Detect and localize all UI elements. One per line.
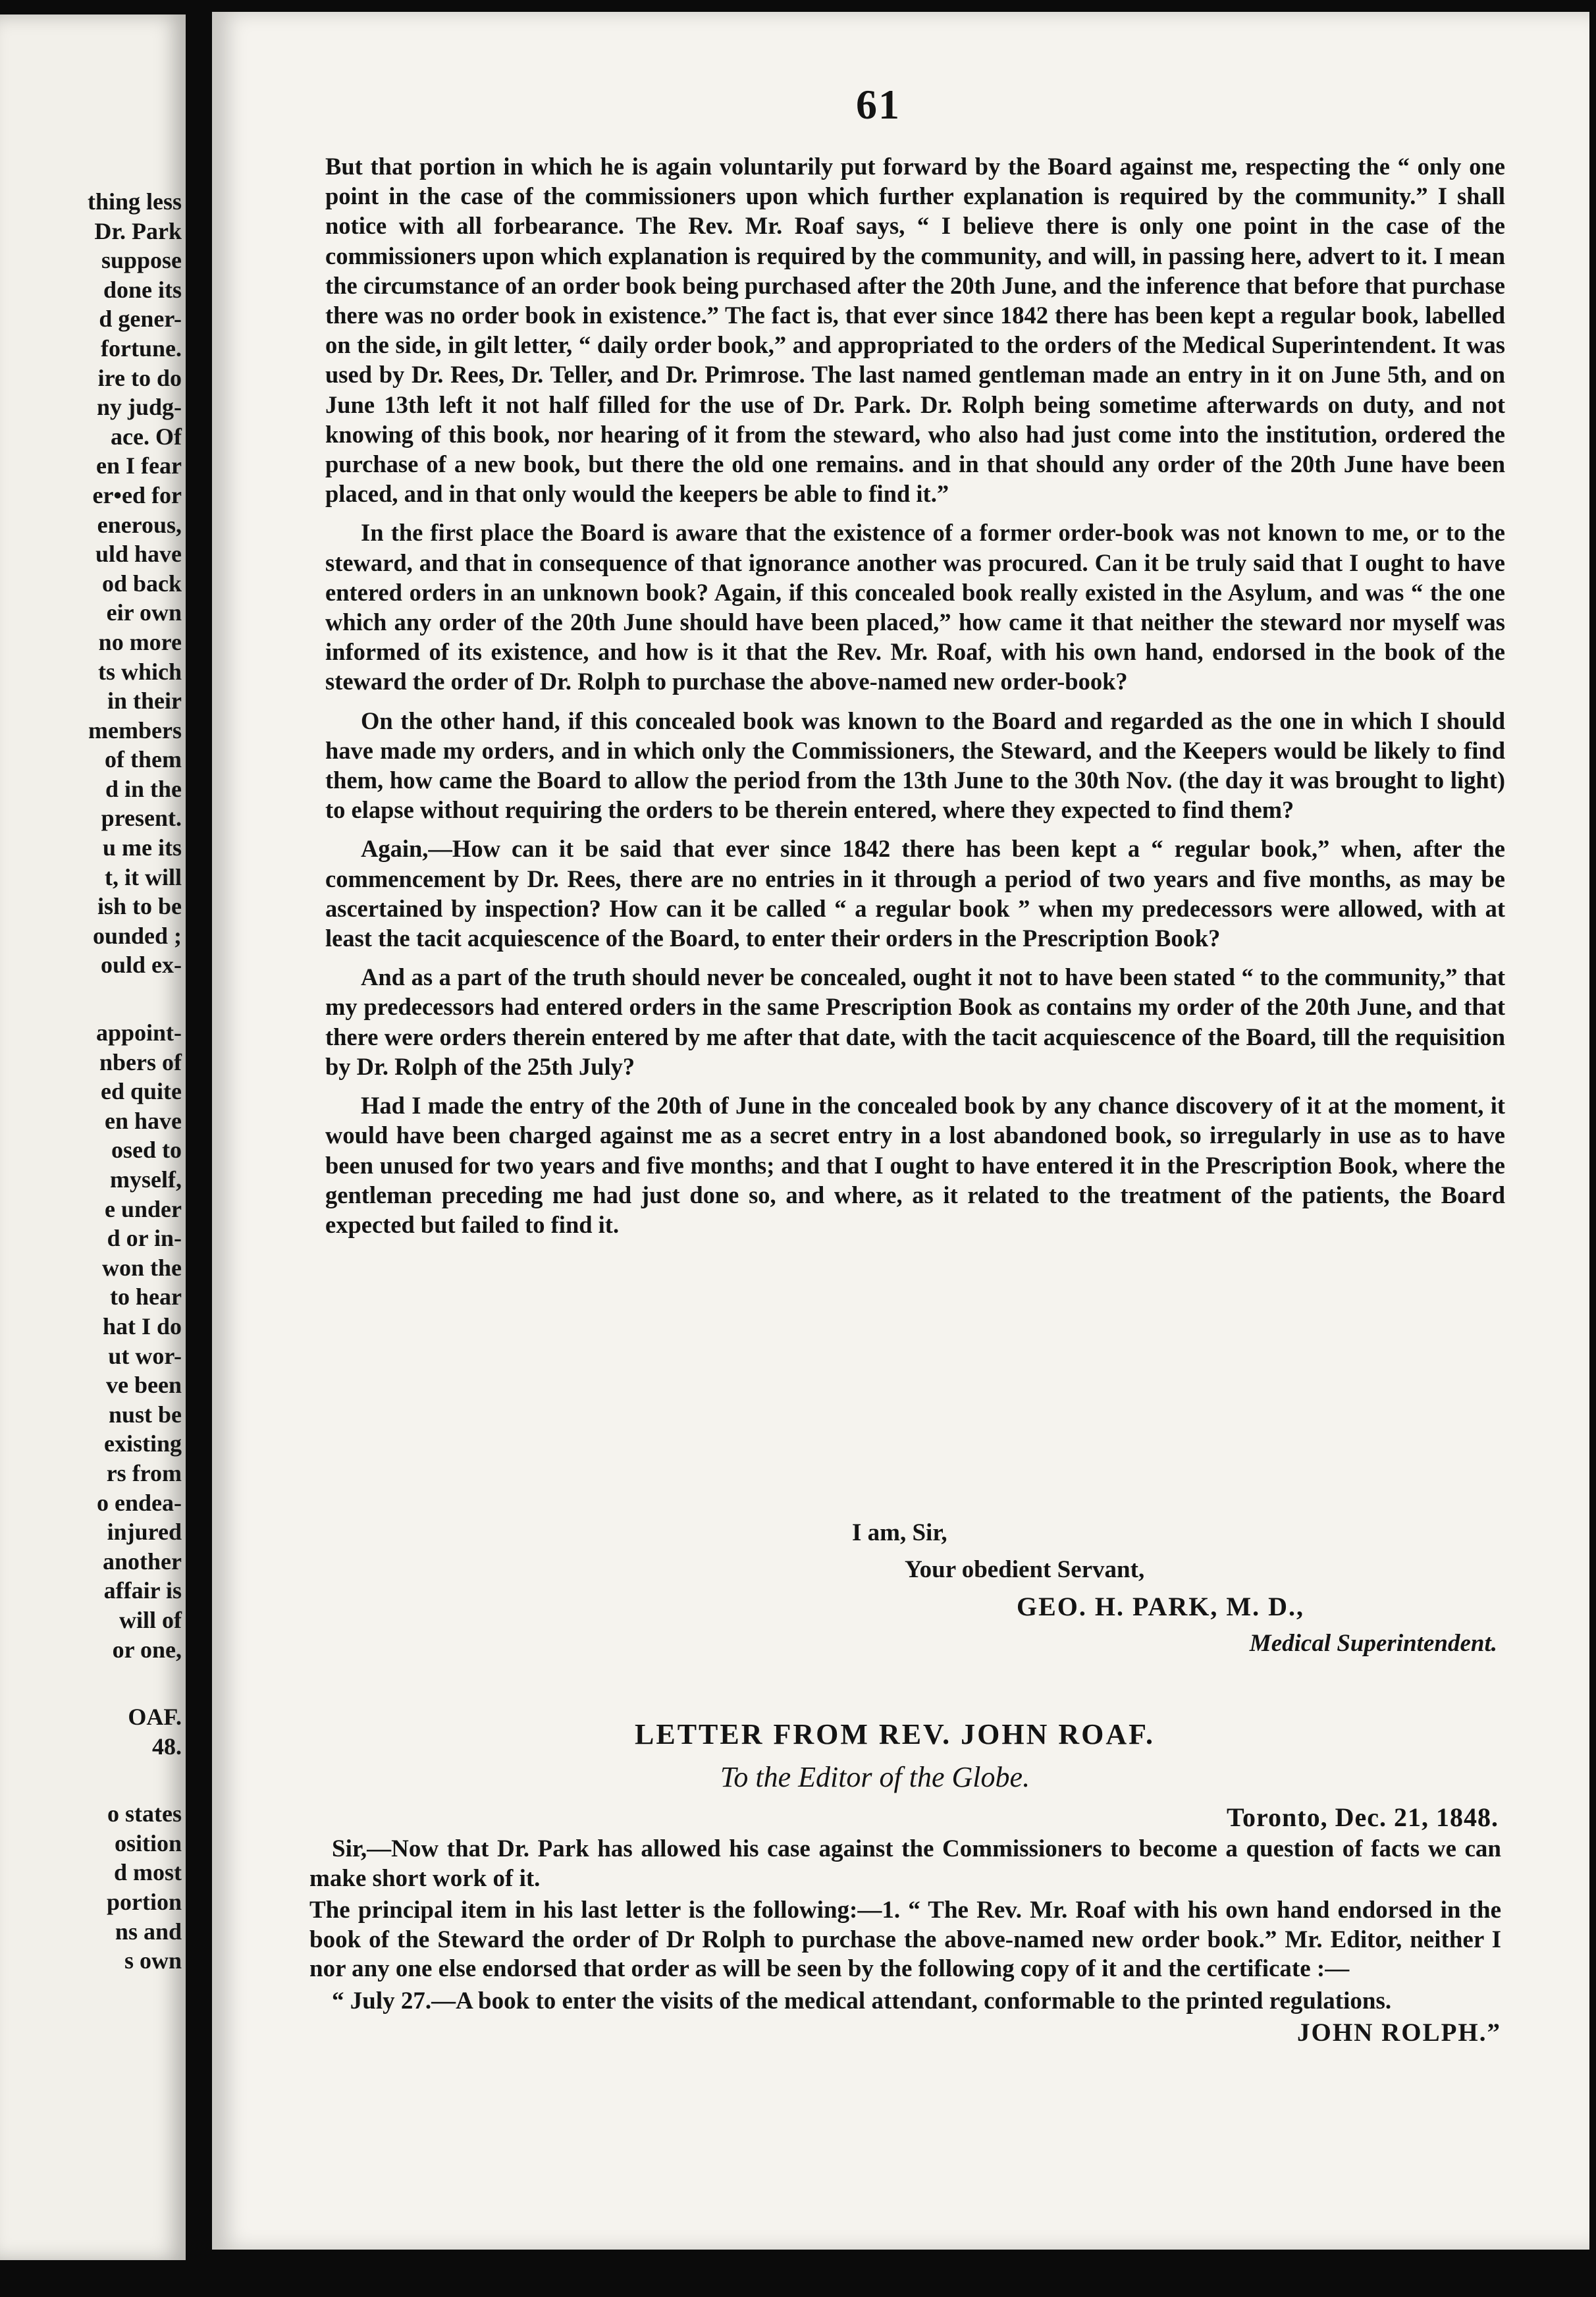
adjacent-page-line: rs from: [106, 1459, 182, 1486]
closing-title: Medical Superintendent.: [1249, 1630, 1497, 1657]
adjacent-page-line: d gener-: [99, 306, 182, 333]
adjacent-page-line: osed to: [111, 1137, 182, 1164]
adjacent-page-line: to hear: [110, 1284, 182, 1311]
adjacent-page-line: existing: [103, 1430, 182, 1457]
paragraph: Sir,—Now that Dr. Park has allowed his case against the Commissioners to become a question of facts we can make short work of it.: [309, 1835, 1501, 1892]
adjacent-page-line: s own: [124, 1947, 182, 1974]
adjacent-page-line: ould ex-: [100, 952, 182, 979]
adjacent-page-line: in their: [107, 688, 182, 715]
adjacent-page-line: suppose: [101, 247, 182, 274]
adjacent-page-line: Dr. Park: [94, 217, 182, 244]
adjacent-page-line: ace. Of: [111, 423, 182, 450]
adjacent-page-line: won the: [101, 1254, 182, 1281]
adjacent-page-line: nbers of: [99, 1048, 182, 1075]
letter-body-park: [325, 151, 1505, 1249]
adjacent-page-line: en have: [105, 1107, 182, 1134]
adjacent-page-line: ed quite: [100, 1078, 182, 1105]
adjacent-page-line: ve been: [106, 1372, 182, 1399]
adjacent-page-line: OAF.: [128, 1704, 182, 1731]
page-number: 61: [856, 81, 901, 128]
line-gap: [0, 1761, 182, 1799]
adjacent-page-text: [0, 187, 182, 1976]
adjacent-page-line: hat I do: [102, 1312, 182, 1339]
closing-signature: GEO. H. PARK, M. D.,: [1017, 1592, 1305, 1621]
adjacent-page-line: nust be: [108, 1401, 182, 1428]
paragraph: In the first place the Board is aware that the existence of a former order-book was not known to me, or to the steward, and that in consequence of that ignorance another was procured. Can it be truly said that I ought to have entered orders in an unknown book? Again, if this concealed book really existed in the Asylum, and was “ the one which any order of the 20th June should have been placed,” how came it that neither the steward nor myself was informed of its existence, and how is it that the Rev. Mr. Roaf, with his own hand, endorsed in the book of the steward the order of Dr. Rolph to purchase the above-named new order-book?: [325, 519, 1505, 695]
letter-heading: LETTER FROM REV. JOHN ROAF.: [635, 1718, 1155, 1750]
adjacent-page-line: o endea-: [97, 1489, 182, 1516]
adjacent-page-line: fortune.: [101, 335, 182, 362]
adjacent-page-line: members: [88, 716, 182, 743]
line-gap: [0, 980, 182, 1018]
adjacent-page-line: appoint-: [95, 1019, 182, 1046]
adjacent-page-line: d or in-: [107, 1225, 182, 1252]
paragraph: And as a part of the truth should never be concealed, ought it not to have been stated “ to the community,” that my predecessors had entered orders in the same Prescription Book as contains my order of the 20th June, and that there were orders therein entered by me after that date, with the tacit acquiescence of the Board, till the requisition by Dr. Rolph of the 25th July?: [325, 963, 1505, 1080]
adjacent-page-line: en I fear: [96, 452, 182, 479]
adjacent-page-line: affair is: [103, 1577, 182, 1604]
adjacent-page-line: eir own: [106, 599, 182, 626]
adjacent-page-line: ish to be: [97, 893, 182, 920]
letter-body-roaf: [309, 1835, 1501, 2048]
adjacent-page-line: no more: [98, 628, 182, 655]
letter-dateline: Toronto, Dec. 21, 1848.: [1227, 1802, 1499, 1832]
paragraph: “ July 27.—A book to enter the visits of the medical attendant, conformable to the printed regulations.: [332, 1987, 1392, 2014]
adjacent-page-line: or one,: [112, 1636, 182, 1663]
adjacent-page-fragment: [0, 14, 186, 2260]
paragraph: But that portion in which he is again voluntarily put forward by the Board against me, respecting the “ only one point in the case of the commissioners upon which further explanation is required by the community.” I shall notice with all forbearance. The Rev. Mr. Roaf says, “ I believe there is only one point in the case of the commissioners upon which explanation is required by the community, and will, in passing here, advert to it. I mean the circumstance of an order book being purchased after the 20th June, and the inference that before that purchase there was no order book in existence.” The fact is, that ever since 1842 there has been kept a regular book, labelled on the side, in gilt letter, “ daily order book,” and appropriated to the orders of the Medical Superintendent. It was used by Dr. Rees, Dr. Teller, and Dr. Primrose. The last named gentleman made an entry in it on June 5th, and on June 13th left it not half filled for the use of Dr. Park. Dr. Rolph being sometime afterwards on duty, and not knowing of this book, nor hearing of it from the steward, who also had just come into the institution, ordered the purchase of a new book, but there the old one remains. and in that should any order of the 20th June have been placed, and in that only would the keepers be able to find it.”: [325, 153, 1505, 508]
adjacent-page-line: ny judg-: [96, 394, 182, 421]
adjacent-page-line: osition: [114, 1829, 182, 1856]
adjacent-page-line: ut wor-: [108, 1342, 182, 1369]
adjacent-page-line: d most: [113, 1859, 182, 1886]
letter-heading-block: [325, 1717, 1504, 1833]
adjacent-page-line: ns and: [115, 1918, 182, 1945]
adjacent-page-line: 48.: [152, 1733, 182, 1760]
adjacent-page-line: t, it will: [105, 863, 182, 890]
adjacent-page-line: portion: [106, 1889, 182, 1916]
adjacent-page-line: present.: [101, 805, 182, 832]
adjacent-page-line: uld have: [95, 541, 182, 568]
adjacent-page-line: of them: [105, 746, 182, 773]
adjacent-page-line: ts which: [97, 658, 182, 685]
adjacent-page-line: e under: [105, 1195, 182, 1222]
closing-obedient: Your obedient Servant,: [905, 1556, 1145, 1583]
adjacent-page-line: ounded ;: [92, 922, 182, 949]
paragraph: On the other hand, if this concealed book was known to the Board and regarded as the one in which I should have made my orders, and in which only the Commissioners, the Steward, and the Keepers would be likely to find them, how came the Board to allow the period from the 13th June to the 30th Nov. (the day it was brought to light) to elapse without requiring the orders to be therein entered, where they expected to find them?: [325, 707, 1505, 824]
paragraph: Again,—How can it be said that ever since 1842 there has been kept a “ regular book,” when, after the commencement by Dr. Rees, there are no entries in it through a period of two years and five months, as may be ascertained by inspection? How can it be called “ a regular book ” when my predecessors were allowed, with at least the tacit acquiescence of the Board, to enter their orders in the Prescription Book?: [325, 835, 1505, 952]
line-gap: [0, 1664, 182, 1702]
adjacent-page-line: thing less: [87, 188, 182, 215]
adjacent-page-line: enerous,: [97, 511, 182, 538]
adjacent-page-line: ire to do: [97, 364, 182, 391]
adjacent-page-line: o states: [107, 1800, 182, 1827]
paragraph: Had I made the entry of the 20th of June in the concealed book by any chance discovery of it at the moment, it would have been charged against me as a secret entry in a lost abandoned book, so irregularly in use as to have been unused for two years and five months; and that I ought to have entered it in the Prescription Book, where the gentleman preceding me had just done so, and where, as it related to the treatment of the patients, the Board expected but failed to find it.: [325, 1092, 1505, 1238]
adjacent-page-line: done its: [103, 276, 182, 303]
adjacent-page-line: another: [103, 1548, 182, 1575]
closing-salutation: I am, Sir,: [852, 1519, 947, 1546]
adjacent-page-line: er•ed for: [92, 481, 182, 508]
letter-subheading: To the Editor of the Globe.: [720, 1761, 1030, 1793]
closing-block: [325, 1515, 1504, 1662]
adjacent-page-line: will of: [119, 1606, 182, 1633]
letter-signoff: JOHN ROLPH.”: [1296, 2018, 1501, 2047]
adjacent-page-line: od back: [101, 570, 182, 597]
adjacent-page-line: d in the: [105, 775, 182, 802]
adjacent-page-line: injured: [107, 1519, 182, 1546]
paragraph: The principal item in his last letter is the following:—1. “ The Rev. Mr. Roaf with his own hand endorsed in the book of the Steward the order of Dr Rolph to purchase the above-named new order book.” Mr. Editor, neither I nor any one else endorsed that order as will be seen by the following copy of it and the certificate :—: [309, 1897, 1501, 1982]
adjacent-page-line: u me its: [103, 834, 182, 861]
adjacent-page-line: myself,: [110, 1166, 182, 1193]
